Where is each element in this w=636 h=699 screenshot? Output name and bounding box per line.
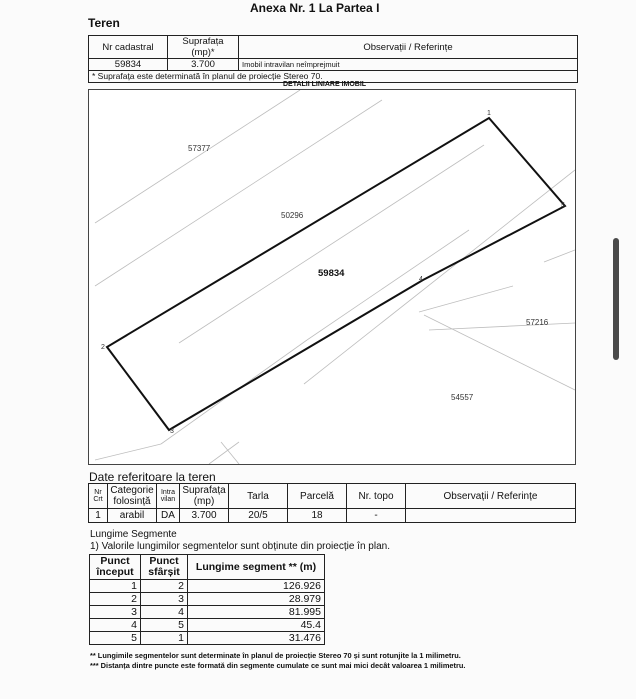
neighbor-line: [419, 286, 513, 312]
neighbor-line: [304, 170, 575, 384]
date-ref-header-nr: Nr Crt: [89, 484, 108, 509]
segments-header-start: Punct început: [90, 555, 141, 580]
segments-note-2: *** Distanța dintre puncte este formată din segmente cumulate ce sunt mai mici decât valoarea 1 milimetru.: [90, 661, 466, 670]
neighbor-label-50296: 50296: [281, 211, 304, 220]
segment-end: 4: [141, 606, 188, 619]
segments-subtitle: 1) Valorile lungimilor segmentelor sunt obținute din proiecție în plan.: [90, 541, 390, 552]
neighbor-line: [95, 100, 382, 286]
plan-caption: DETALII LINIARE IMOBIL: [283, 81, 367, 88]
segment-start: 5: [90, 632, 141, 645]
date-ref-cell-observatii: [406, 509, 576, 523]
segments-header-length: Lungime segment ** (m): [188, 555, 325, 580]
teren-cell-nr-cadastral: 59834: [89, 59, 168, 71]
segment-length: 28.979: [188, 593, 325, 606]
date-ref-header-intravilan: Intra vilan: [157, 484, 180, 509]
date-ref-header-parcela: Parcelă: [288, 484, 347, 509]
teren-cell-observatii: Imobil intravilan neîmprejmuit: [239, 59, 578, 71]
segment-length: 31.476: [188, 632, 325, 645]
segment-end: 1: [141, 632, 188, 645]
segment-start: 4: [90, 619, 141, 632]
table-row: [90, 619, 325, 632]
parcel-plan-svg: [89, 90, 575, 464]
segments-title: Lungime Segmente: [90, 529, 177, 540]
table-row: [90, 632, 325, 645]
date-ref-header-observatii: Observații / Referințe: [406, 484, 576, 509]
point-label-2: 2: [101, 344, 105, 351]
segments-header-end: Punct sfârșit: [141, 555, 188, 580]
date-ref-cell-tarla: 20/5: [229, 509, 288, 523]
segments-note-1: ** Lungimile segmentelor sunt determinate în planul de proiecție Stereo 70 și sunt rotunjite la 1 milimetru.: [90, 651, 461, 660]
date-ref-cell-nr: 1: [89, 509, 108, 523]
vertical-scrollbar-thumb[interactable]: [613, 238, 619, 360]
document-title: Anexa Nr. 1 La Partea I: [250, 1, 380, 15]
table-row: [90, 580, 325, 593]
teren-header-suprafata: Suprafața (mp)*: [168, 36, 239, 59]
neighbor-label-54557: 54557: [451, 393, 474, 402]
point-label-3: 3: [170, 428, 174, 435]
segment-length: 45.4: [188, 619, 325, 632]
date-ref-cell-intravilan: DA: [157, 509, 180, 523]
neighbor-line: [429, 323, 575, 330]
date-ref-cell-nr-topo: -: [347, 509, 406, 523]
section-title-teren: Teren: [88, 16, 120, 30]
segment-end: 5: [141, 619, 188, 632]
table-row: [90, 606, 325, 619]
date-ref-cell-categorie: arabil: [108, 509, 157, 523]
teren-cell-suprafata: 3.700: [168, 59, 239, 71]
date-ref-cell-suprafata: 3.700: [180, 509, 229, 523]
segment-length: 126.926: [188, 580, 325, 593]
point-label-4: 4: [419, 276, 423, 283]
neighbor-line: [544, 250, 575, 262]
segment-start: 3: [90, 606, 141, 619]
neighbor-line: [95, 90, 300, 223]
neighbor-label-57377: 57377: [188, 144, 211, 153]
neighbor-label-57216: 57216: [526, 318, 549, 327]
teren-table: [88, 35, 578, 83]
point-label-1: 1: [487, 110, 491, 117]
date-ref-header-tarla: Tarla: [229, 484, 288, 509]
parcel-plan: [88, 89, 576, 465]
date-ref-header-nr-topo: Nr. topo: [347, 484, 406, 509]
teren-note: * Suprafața este determinată în planul de proiecție Stereo 70.: [89, 71, 578, 83]
date-ref-header-categorie: Categorie folosință: [108, 484, 157, 509]
date-ref-cell-parcela: 18: [288, 509, 347, 523]
neighbor-line: [307, 230, 469, 340]
segment-length: 81.995: [188, 606, 325, 619]
segment-start: 1: [90, 580, 141, 593]
neighbor-line: [179, 145, 484, 343]
table-row: [90, 593, 325, 606]
neighbor-line: [95, 444, 161, 460]
segment-end: 3: [141, 593, 188, 606]
point-label-5: 5: [561, 202, 565, 209]
date-ref-title: Date referitoare la teren: [89, 470, 216, 484]
teren-header-observatii: Observații / Referințe: [239, 36, 578, 59]
parcel-label: 59834: [318, 268, 345, 279]
teren-header-nr-cadastral: Nr cadastral: [89, 36, 168, 59]
segment-start: 2: [90, 593, 141, 606]
date-ref-header-suprafata: Suprafața (mp): [180, 484, 229, 509]
date-ref-table: [88, 483, 576, 523]
segment-end: 2: [141, 580, 188, 593]
segments-table: [89, 554, 325, 645]
